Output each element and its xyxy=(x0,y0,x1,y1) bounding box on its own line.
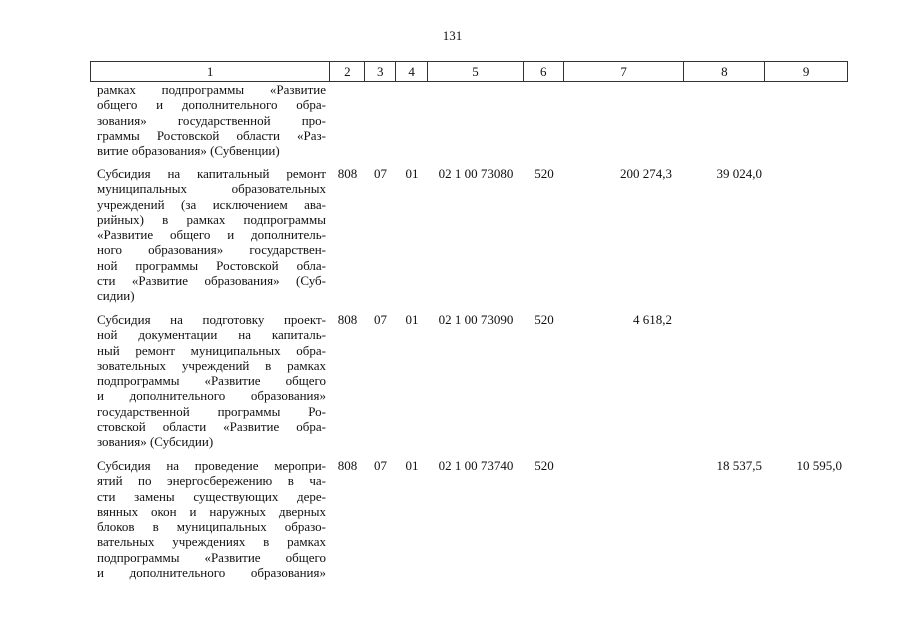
description-line: учреждений (за исключением ава- xyxy=(97,196,326,212)
cell-ministry xyxy=(330,82,365,166)
table-header xyxy=(90,61,848,82)
page-number: 131 xyxy=(442,28,463,43)
description-line: Субсидия на проведение меропри- xyxy=(97,458,326,473)
description-line: и дополнительного образования» xyxy=(97,388,326,404)
description-line: сидии) xyxy=(97,288,135,304)
header-col-8: 8 xyxy=(684,62,765,81)
table-row xyxy=(90,82,848,166)
description-line: вательных учреждениях в рамках xyxy=(97,534,326,550)
description-line: подпрограммы «Развитие общего xyxy=(97,549,326,565)
table-row xyxy=(90,458,848,586)
description-line: подпрограммы «Развитие общего xyxy=(97,373,326,389)
header-col-9: 9 xyxy=(802,64,810,79)
cell-section: 07 xyxy=(374,458,387,473)
description-line: витие образования» (Субвенции) xyxy=(97,143,280,159)
cell-amount-7: 4 618,2 xyxy=(633,312,672,327)
description-line: рийных) в рамках подпрограммы xyxy=(97,211,326,227)
description-line: граммы Ростовской области «Раз- xyxy=(97,127,326,143)
description-line: ный ремонт муниципальных обра- xyxy=(97,342,326,358)
cell-amount-7 xyxy=(564,458,685,586)
row-description xyxy=(90,458,330,586)
description-line: общего и дополнительного обра- xyxy=(97,97,326,113)
cell-expense-type xyxy=(524,82,564,166)
cell-amount-9 xyxy=(766,166,848,312)
description-line: ного образования» государствен- xyxy=(97,242,326,258)
cell-expense-type: 520 xyxy=(534,312,554,327)
header-col-1: 1 xyxy=(91,62,330,81)
cell-ministry: 808 xyxy=(337,166,358,181)
row-description xyxy=(90,312,330,458)
description-line: ной программы Ростовской обла- xyxy=(97,257,326,273)
cell-amount-7 xyxy=(564,82,685,166)
description-line: зования» государственной про- xyxy=(97,112,326,128)
cell-section xyxy=(365,82,396,166)
table-row xyxy=(90,166,848,312)
header-col-7: 7 xyxy=(564,62,685,81)
header-col-2: 2 xyxy=(330,62,365,81)
header-col-6: 6 xyxy=(524,62,564,81)
cell-section: 07 xyxy=(374,312,387,327)
row-description xyxy=(90,82,330,166)
cell-amount-8: 18 537,5 xyxy=(716,458,762,473)
description-line: муниципальных образовательных xyxy=(97,181,326,197)
description-line: ной документации на капиталь- xyxy=(97,327,326,343)
cell-subsection: 01 xyxy=(405,166,419,181)
description-line: Субсидия на капитальный ремонт xyxy=(97,166,326,181)
cell-subsection xyxy=(396,82,428,166)
cell-target-article: 02 1 00 73090 xyxy=(438,312,514,327)
cell-amount-8 xyxy=(685,82,766,166)
description-line: рамках подпрограммы «Развитие xyxy=(97,82,326,97)
description-line: ятий по энергосбережению в ча- xyxy=(97,473,326,489)
description-line: сти «Развитие образования» (Суб- xyxy=(97,273,326,289)
description-line: государственной программы Ро- xyxy=(97,403,326,419)
cell-ministry: 808 xyxy=(337,312,358,327)
description-line: Субсидия на подготовку проект- xyxy=(97,312,326,327)
cell-amount-8 xyxy=(685,312,766,458)
description-line: зования» (Субсидии) xyxy=(97,434,214,450)
cell-amount-9 xyxy=(766,312,848,458)
description-line: сти замены существующих дере- xyxy=(97,488,326,504)
description-line: и дополнительного образования» xyxy=(97,565,326,581)
row-description xyxy=(90,166,330,312)
cell-subsection: 01 xyxy=(405,458,419,473)
description-line: зовательных учреждений в рамках xyxy=(97,357,326,373)
cell-target-article xyxy=(428,82,524,166)
cell-target-article: 02 1 00 73740 xyxy=(438,458,514,473)
cell-section: 07 xyxy=(374,166,387,181)
cell-ministry: 808 xyxy=(337,458,358,473)
table-body xyxy=(90,82,848,586)
header-col-3: 3 xyxy=(365,62,396,81)
cell-expense-type: 520 xyxy=(534,458,554,473)
cell-amount-7: 200 274,3 xyxy=(620,166,672,181)
cell-subsection: 01 xyxy=(405,312,419,327)
description-line: вянных окон и наружных дверных xyxy=(97,503,326,519)
cell-amount-8: 39 024,0 xyxy=(716,166,762,181)
description-line: «Развитие общего и дополнитель- xyxy=(97,227,326,243)
description-line: стовской области «Развитие обра- xyxy=(97,419,326,435)
cell-expense-type: 520 xyxy=(534,166,554,181)
cell-target-article: 02 1 00 73080 xyxy=(438,166,514,181)
description-line: блоков в муниципальных образо- xyxy=(97,519,326,535)
header-col-4: 4 xyxy=(396,62,428,81)
header-col-5: 5 xyxy=(428,62,524,81)
cell-amount-9: 10 595,0 xyxy=(796,458,842,473)
cell-amount-9 xyxy=(766,82,848,166)
table-row xyxy=(90,312,848,458)
